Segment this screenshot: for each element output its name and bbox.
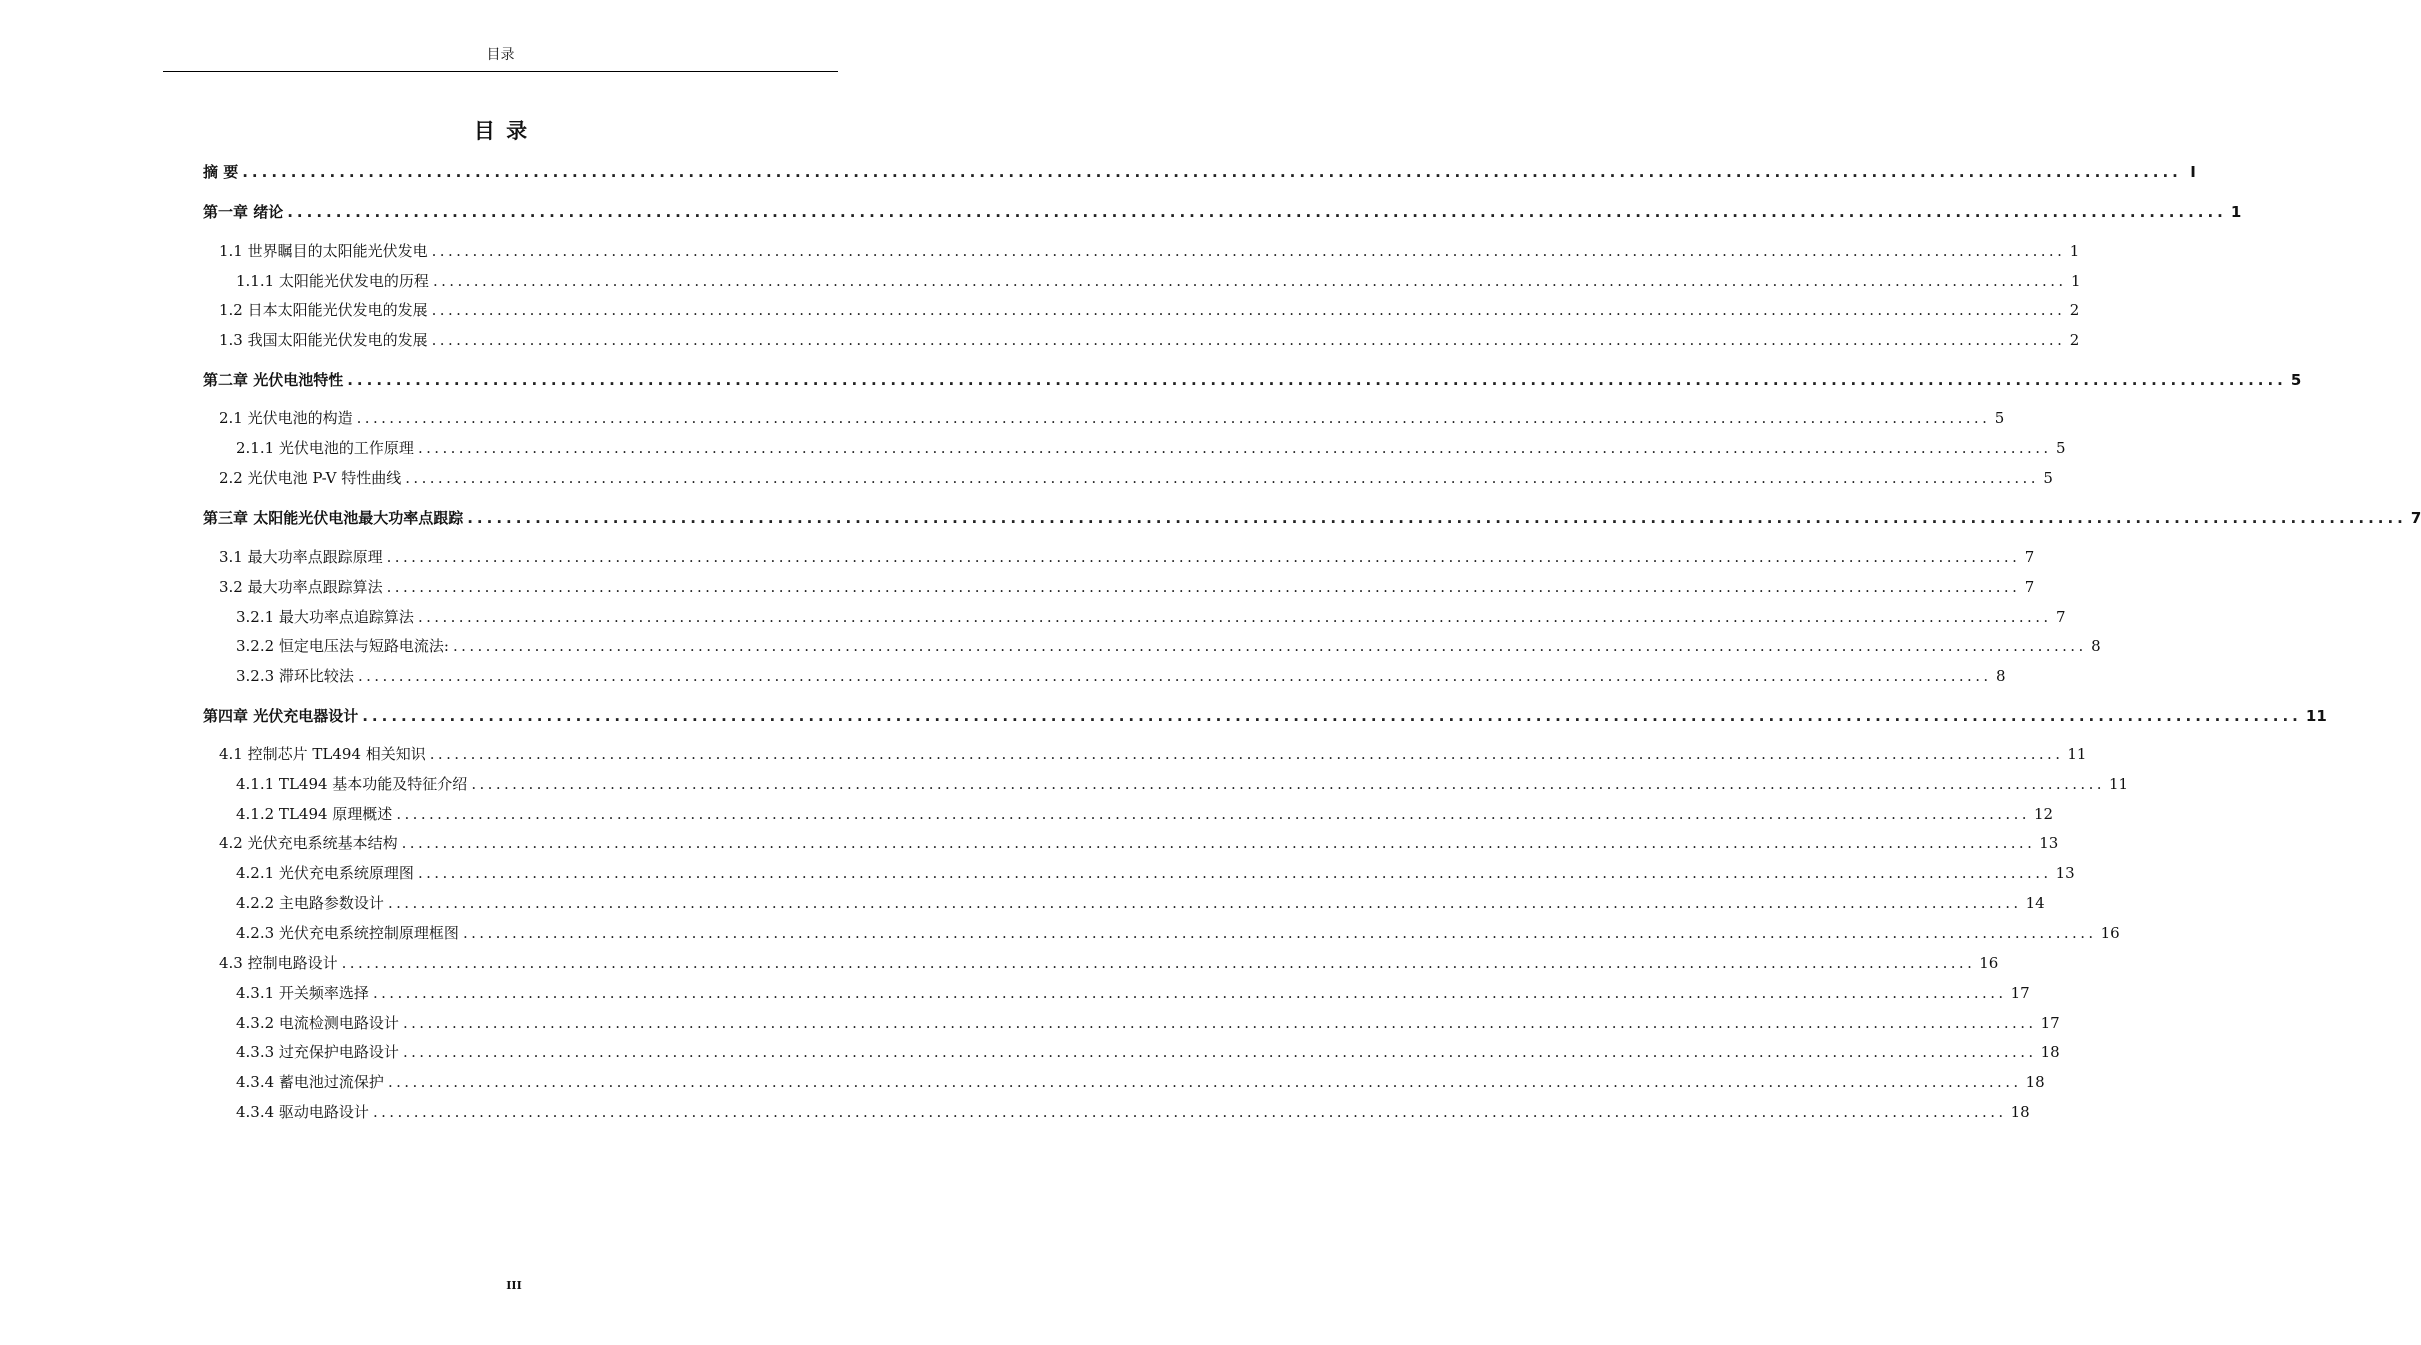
toc-section-entry[interactable] [236,891,2045,915]
toc-entry-page: 7 [2024,548,2035,566]
toc-entry-page: 18 [2025,1073,2045,1091]
toc-entry-label: 4.1.1 TL494 基本功能及特征介绍 [236,775,468,793]
toc-entry-label: 第一章 绪论 [203,203,284,221]
toc-section-entry[interactable] [219,831,2059,855]
toc-chapter-entry[interactable] [203,704,2327,728]
toc-section-entry[interactable] [236,269,2081,293]
toc-entry-label: 3.2.3 滞环比较法 [236,667,354,685]
toc-entry-page: 7 [2410,509,2421,527]
toc-entry-page: I [2190,163,2196,181]
toc-entry-label: 1.3 我国太阳能光伏发电的发展 [219,331,428,349]
toc-entry-page: 1 [2069,242,2080,260]
toc-leader-dots: ........................................................................................................................................................................................................ [467,509,2407,527]
toc-section-entry[interactable] [236,1070,2045,1094]
toc-entry-label: 4.3.4 驱动电路设计 [236,1103,369,1121]
toc-entry-page: 5 [1994,409,2005,427]
toc-section-entry[interactable] [236,921,2120,945]
toc-section-entry[interactable] [219,545,2035,569]
toc-entry-page: 13 [2055,864,2075,882]
toc-leader-dots: ........................................................................................................................................................................................................ [387,894,2022,912]
toc-section-entry[interactable] [236,664,2006,688]
toc-section-entry[interactable] [236,861,2075,885]
toc-entry-page: 11 [2108,775,2129,793]
toc-entry-page: 17 [2010,984,2030,1002]
toc-section-entry[interactable] [236,605,2066,629]
toc-entry-label: 3.2 最大功率点跟踪算法 [219,578,383,596]
toc-entry-label: 2.1 光伏电池的构造 [219,409,353,427]
toc-entry-page: 5 [2290,371,2302,389]
toc-section-entry[interactable] [236,1100,2030,1124]
toc-leader-dots: ........................................................................................................................................................................................................ [462,924,2097,942]
toc-entry-label: 1.2 日本太阳能光伏发电的发展 [219,301,428,319]
toc-entry-label: 4.1 控制芯片 TL494 相关知识 [219,745,426,763]
toc-leader-dots: ........................................................................................................................................................................................................ [431,301,2066,319]
toc-entry-page: 14 [2025,894,2045,912]
toc-chapter-entry[interactable] [203,160,2196,184]
toc-section-entry[interactable] [219,742,2087,766]
toc-section-entry[interactable] [236,981,2030,1005]
toc-section-entry[interactable] [219,575,2035,599]
toc-entry-label: 4.3.3 过充保护电路设计 [236,1043,399,1061]
toc-entry-label: 1.1 世界瞩目的太阳能光伏发电 [219,242,428,260]
toc-entry-page: 5 [2056,439,2066,457]
toc-leader-dots: ........................................................................................................................................................................................................ [396,805,2030,823]
toc-leader-dots: ........................................................................................................................................................................................................ [417,439,2052,457]
toc-entry-page: 17 [2040,1014,2060,1032]
toc-leader-dots: ........................................................................................................................................................................................................ [431,331,2066,349]
toc-entry-label: 4.3.2 电流检测电路设计 [236,1014,399,1032]
toc-leader-dots: ........................................................................................................................................................................................................ [362,707,2302,725]
toc-leader-dots: ........................................................................................................................................................................................................ [386,548,2021,566]
toc-entry-label: 第二章 光伏电池特性 [203,371,344,389]
toc-section-entry[interactable] [236,772,2129,796]
toc-entry-label: 3.1 最大功率点跟踪原理 [219,548,383,566]
toc-entry-page: 8 [2091,637,2101,655]
toc-leader-dots: ........................................................................................................................................................................................................ [432,272,2067,290]
toc-leader-dots: ........................................................................................................................................................................................................ [341,954,1976,972]
toc-leader-dots: ........................................................................................................................................................................................................ [347,371,2287,389]
toc-leader-dots: ........................................................................................................................................................................................................ [387,1073,2022,1091]
toc-entry-label: 4.3.1 开关频率选择 [236,984,369,1002]
toc-entry-label: 1.1.1 太阳能光伏发电的历程 [236,272,429,290]
page-number: III [506,1279,522,1292]
toc-entry-page: 7 [2056,608,2066,626]
toc-section-entry[interactable] [236,436,2066,460]
toc-entry-label: 4.3 控制电路设计 [219,954,338,972]
toc-leader-dots: ........................................................................................................................................................................................................ [356,409,1991,427]
toc-entry-page: 11 [2067,745,2087,763]
toc-section-entry[interactable] [219,466,2053,490]
toc-entry-label: 2.1.1 光伏电池的工作原理 [236,439,414,457]
toc-leader-dots: ........................................................................................................................................................................................................ [402,1043,2037,1061]
toc-leader-dots: ........................................................................................................................................................................................................ [401,834,2036,852]
toc-entry-label: 4.2 光伏充电系统基本结构 [219,834,398,852]
toc-entry-page: 18 [2010,1103,2030,1121]
toc-leader-dots: ........................................................................................................................................................................................................ [417,608,2052,626]
toc-chapter-entry[interactable] [203,200,2242,224]
toc-leader-dots: ........................................................................................................................................................................................................ [453,637,2087,655]
toc-entry-page: 2 [2069,331,2080,349]
toc-entry-page: 1 [2071,272,2081,290]
toc-entry-page: 16 [1979,954,1999,972]
toc-chapter-entry[interactable] [203,368,2302,392]
toc-chapter-entry[interactable] [203,506,2421,530]
toc-leader-dots: ........................................................................................................................................................................................................ [287,203,2227,221]
toc-section-entry[interactable] [219,328,2080,352]
toc-entry-label: 4.3.4 蓄电池过流保护 [236,1073,384,1091]
toc-entry-page: 7 [2024,578,2035,596]
toc-entry-label: 4.2.1 光伏充电系统原理图 [236,864,414,882]
toc-leader-dots: ........................................................................................................................................................................................................ [372,984,2007,1002]
toc-section-entry[interactable] [219,239,2080,263]
toc-section-entry[interactable] [219,406,2005,430]
page-title: 目 录 [473,119,530,143]
toc-entry-label: 第四章 光伏充电器设计 [203,707,359,725]
toc-entry-label: 摘 要 [203,163,239,181]
toc-entry-page: 5 [2043,469,2053,487]
toc-section-entry[interactable] [236,1040,2060,1064]
toc-entry-label: 3.2.2 恒定电压法与短路电流法: [236,637,449,655]
toc-entry-label: 4.1.2 TL494 原理概述 [236,805,393,823]
toc-section-entry[interactable] [219,298,2080,322]
toc-leader-dots: ........................................................................................................................................................................................................ [431,242,2066,260]
toc-section-entry[interactable] [236,802,2054,826]
toc-leader-dots: ........................................................................................................................................................................................................ [405,469,2039,487]
toc-entry-page: 1 [2230,203,2242,221]
toc-entry-label: 4.2.2 主电路参数设计 [236,894,384,912]
toc-leader-dots: ........................................................................................................................................................................................................ [357,667,1992,685]
toc-leader-dots: ........................................................................................................................................................................................................ [429,745,2064,763]
toc-entry-page: 8 [1996,667,2006,685]
toc-section-entry[interactable] [219,951,1999,975]
toc-entry-page: 16 [2100,924,2120,942]
toc-entry-page: 18 [2040,1043,2060,1061]
toc-entry-page: 13 [2039,834,2059,852]
toc-entry-page: 12 [2033,805,2054,823]
toc-section-entry[interactable] [236,634,2101,658]
running-header-text: 目录 [486,47,515,63]
toc-leader-dots: ........................................................................................................................................................................................................ [471,775,2105,793]
toc-section-entry[interactable] [236,1011,2060,1035]
toc-entry-label: 3.2.1 最大功率点追踪算法 [236,608,414,626]
toc-leader-dots: ........................................................................................................................................................................................................ [372,1103,2007,1121]
toc-entry-page: 11 [2305,707,2327,725]
toc-leader-dots: ........................................................................................................................................................................................................ [242,163,2182,181]
toc-leader-dots: ........................................................................................................................................................................................................ [386,578,2021,596]
toc-leader-dots: ........................................................................................................................................................................................................ [402,1014,2037,1032]
toc-leader-dots: ........................................................................................................................................................................................................ [417,864,2052,882]
toc-entry-page: 2 [2069,301,2080,319]
toc-entry-label: 2.2 光伏电池 P-V 特性曲线 [219,469,402,487]
toc-entry-label: 第三章 太阳能光伏电池最大功率点跟踪 [203,509,464,527]
toc-entry-label: 4.2.3 光伏充电系统控制原理框图 [236,924,459,942]
